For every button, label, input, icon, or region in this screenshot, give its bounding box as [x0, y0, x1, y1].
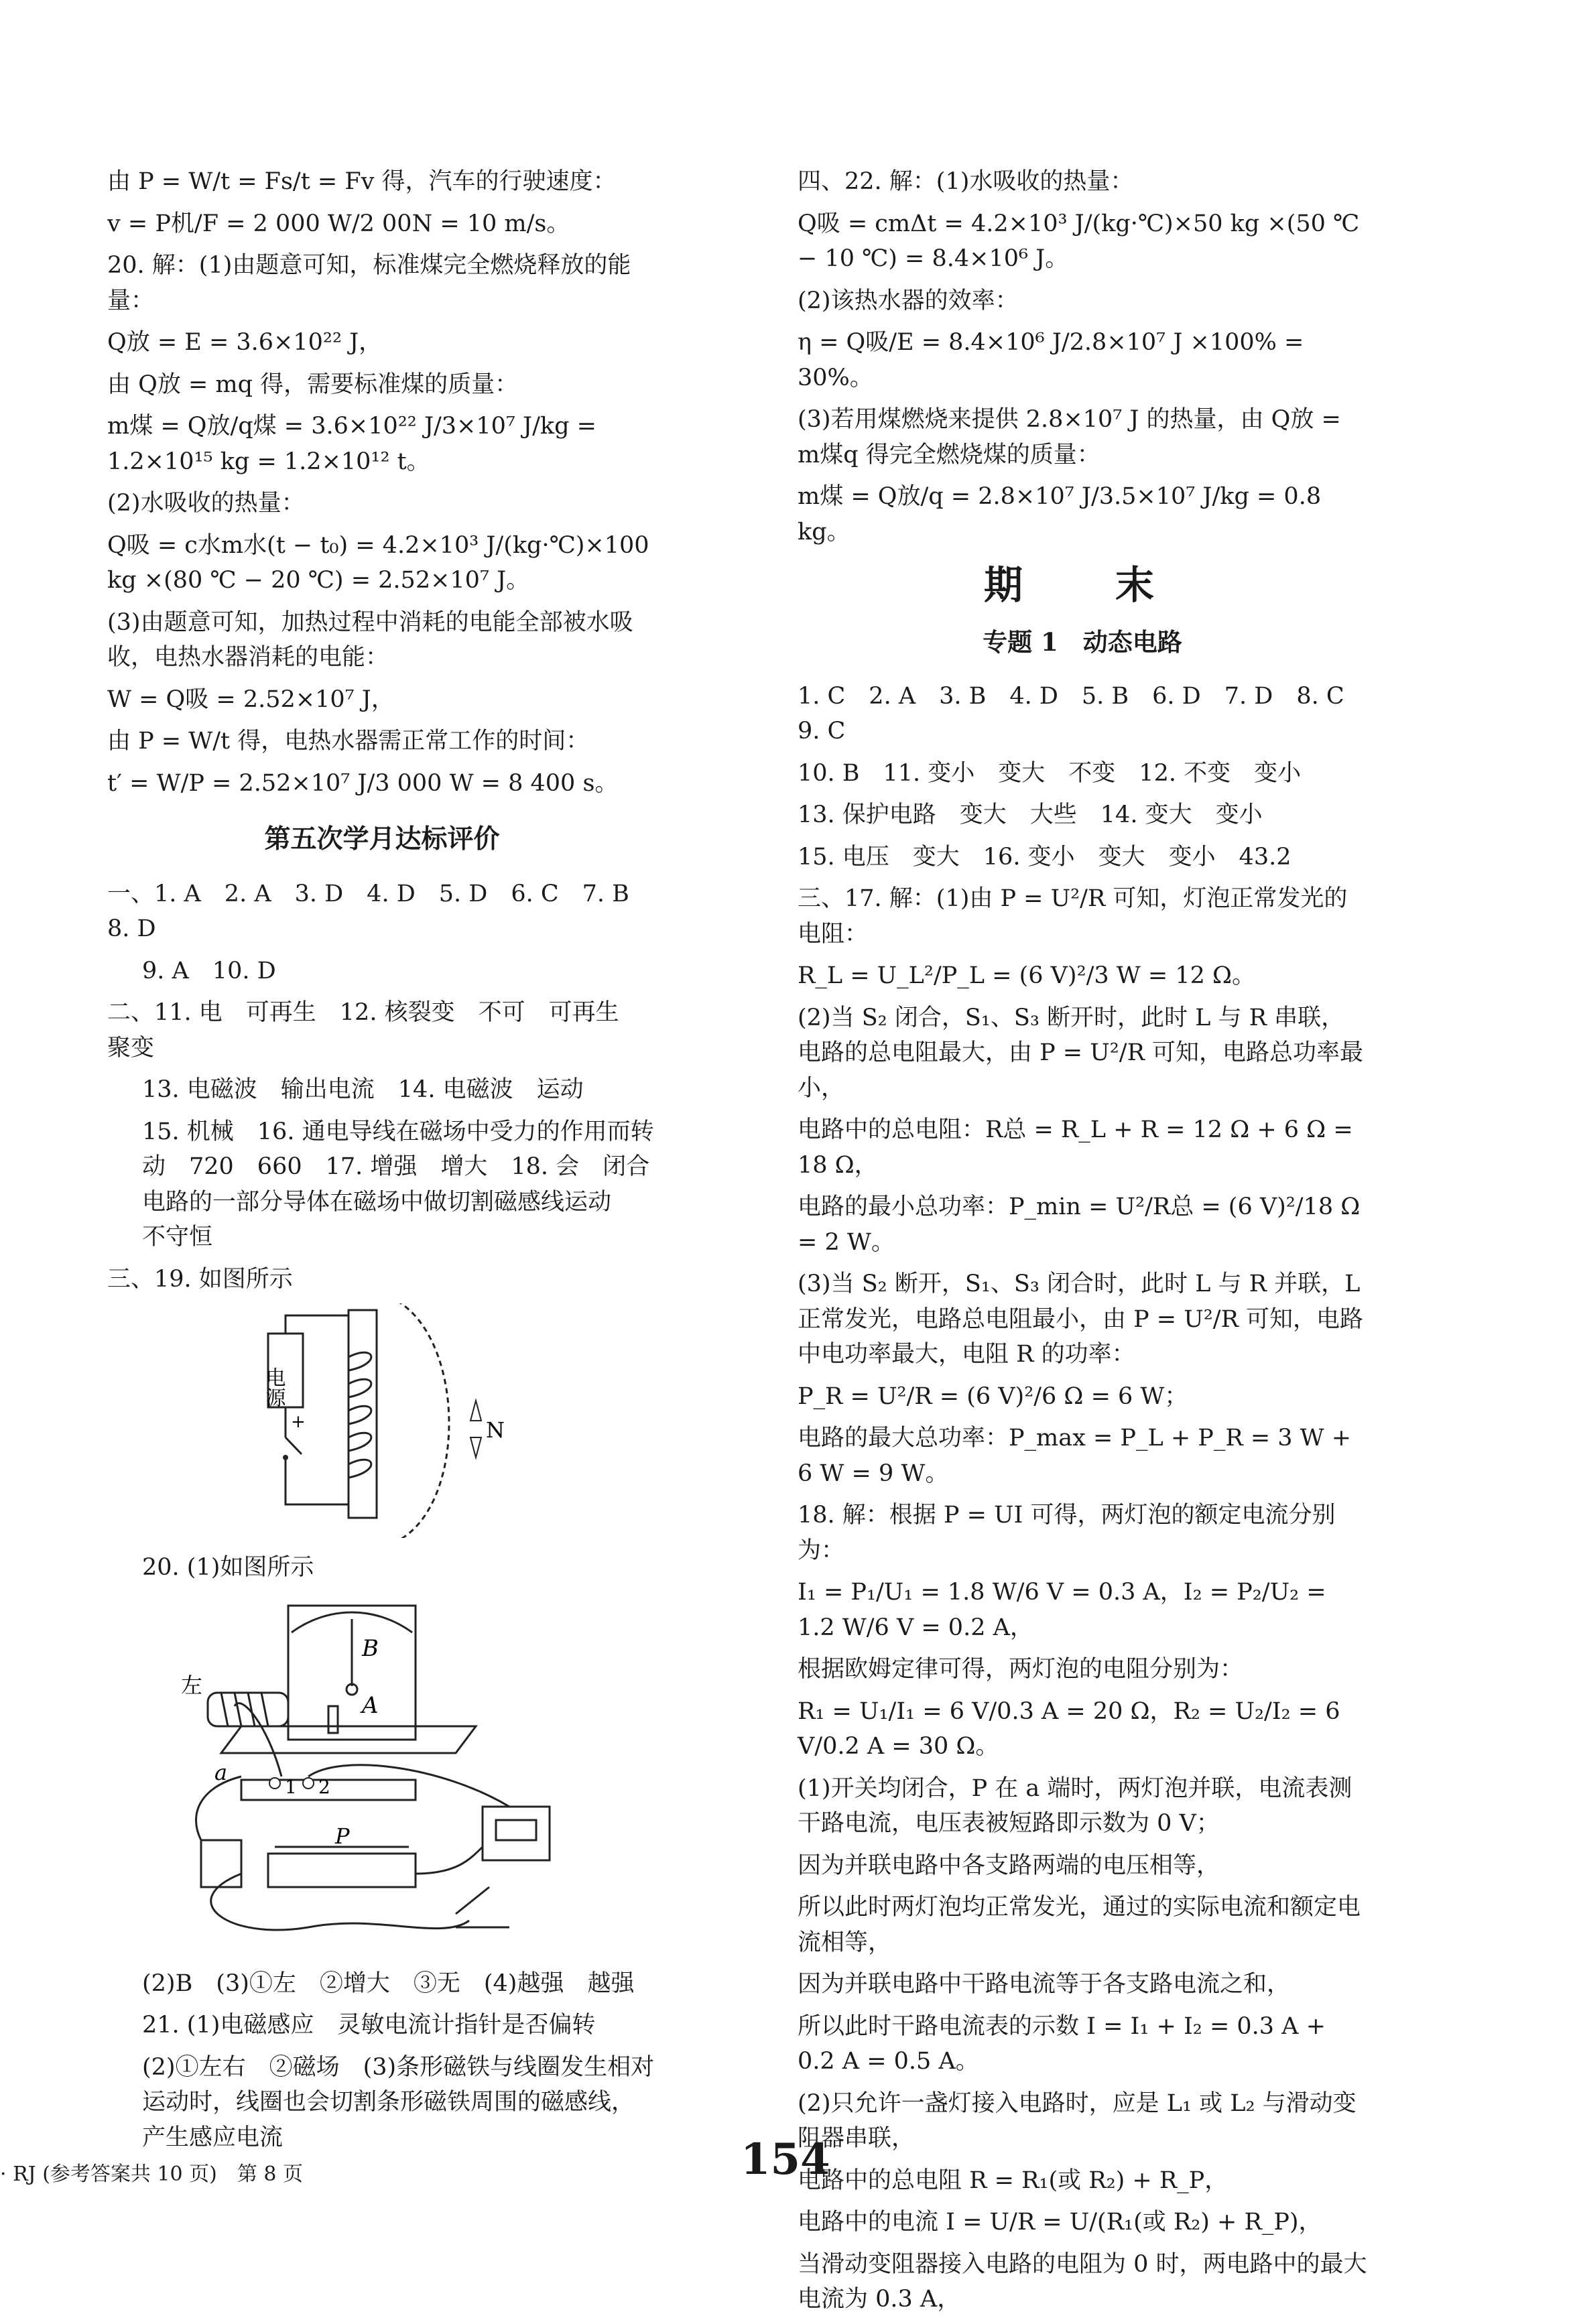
answer-line: (2)①左右 ②磁场 (3)条形磁铁与线圈发生相对运动时，线圈也会切割条形磁铁周围的磁感线，产生感应电流 — [142, 2053, 655, 2151]
final-title: 期 末 — [983, 562, 1181, 608]
answer-line: 9. A 10. D — [142, 957, 276, 984]
label-a-terminal: a — [214, 1759, 228, 1785]
topic-title: 专题 1 动态电路 — [983, 627, 1182, 657]
answer-line: 20. (1)如图所示 — [142, 1554, 314, 1581]
solution-line: 因为并联电路中各支路两端的电压相等， — [798, 1852, 1220, 1879]
section-title: 第五次学月达标评价 — [264, 824, 500, 854]
answer-line: 一、1. A 2. A 3. D 4. D 5. D 6. C 7. B 8. D — [107, 880, 653, 942]
right-column — [798, 164, 1367, 2324]
solution-line: 根据欧姆定律可得，两灯泡的电阻分别为： — [798, 1656, 1244, 1683]
solution-line: 三、17. 解：(1)由 P = U²/R 可知，灯泡正常发光的电阻： — [798, 885, 1348, 948]
text-line: 四、22. 解：(1)水吸收的热量： — [798, 168, 1134, 195]
text-line: Q吸 = c水m水(t − t₀) = 4.2×10³ J/(kg·℃)×100 kg ×(80 ℃ − 20 ℃) = 2.52×10⁷ J。 — [107, 531, 657, 594]
answer-line: 10. B 11. 变小 变大 不变 12. 不变 变小 — [798, 759, 1302, 787]
solution-line: 电路中的总电阻 R = R₁(或 R₂) + R_P， — [798, 2167, 1228, 2194]
solenoid-circuit-figure — [248, 1303, 529, 1538]
solution-line: 电路的最小总功率：P_min = U²/R总 = (6 V)²/18 Ω = 2 W。 — [798, 1193, 1368, 1256]
left-column — [107, 164, 657, 2162]
label-p: P — [335, 1823, 350, 1849]
solution-line: 电路中的总电阻：R总 = R_L + R = 12 Ω + 6 Ω = 18 Ω， — [798, 1116, 1361, 1179]
text-line: η = Q吸/E = 8.4×10⁶ J/2.8×10⁷ J ×100% = 30%。 — [798, 329, 1312, 391]
text-line: W = Q吸 = 2.52×10⁷ J， — [107, 686, 395, 713]
answer-line: 15. 机械 16. 通电导线在磁场中受力的作用而转动 720 660 17. 增强 增大 18. 会 闭合电路的一部分导体在磁场中做切割磁感线运动 不守恒 — [142, 1118, 654, 1250]
label-terminal-2: 2 — [318, 1775, 330, 1798]
solution-line: (2)当 S₂ 闭合，S₁、S₃ 断开时，此时 L 与 R 串联，电路的总电阻最大，由 P = U²/R 可知，电路总功率最小， — [798, 1004, 1364, 1102]
text-line: (2)该热水器的效率： — [798, 287, 1019, 314]
solution-line: 所以此时两灯泡均正常发光，通过的实际电流和额定电流相等， — [798, 1894, 1361, 1956]
solution-line: 因为并联电路中干路电流等于各支路电流之和， — [798, 1971, 1291, 1998]
electromagnet-apparatus-figure — [174, 1592, 657, 1954]
text-line: 由 P = W/t 得，电热水器需正常工作的时间： — [107, 728, 590, 755]
answer-line: 13. 保护电路 变大 大些 14. 变大 变小 — [798, 801, 1263, 828]
label-terminal-1: 1 — [285, 1775, 297, 1798]
solution-line: I₁ = P₁/U₁ = 1.8 W/6 V = 0.3 A，I₂ = P₂/U₂ = 1.2 W/6 V = 0.2 A， — [798, 1579, 1334, 1641]
plus-label: + — [291, 1412, 306, 1432]
solution-line: (2)只允许一盏灯接入电路时，应是 L₁ 或 L₂ 与滑动变阻器串联， — [798, 2089, 1357, 2152]
text-line: v = P机/F = 2 000 W/2 00N = 10 m/s。 — [107, 210, 570, 237]
text-line: Q放 = E = 3.6×10²² J， — [107, 329, 383, 356]
footer-left: · RJ (参考答案共 10 页) 第 8 页 — [0, 2162, 304, 2186]
text-line: Q吸 = cmΔt = 4.2×10³ J/(kg·℃)×50 kg ×(50 ℃ − 10 ℃) = 8.4×10⁶ J。 — [798, 210, 1367, 272]
solution-line: 电路的最大总功率：P_max = P_L + P_R = 3 W + 6 W = 9 W。 — [798, 1425, 1359, 1487]
solution-line: 所以此时干路电流表的示数 I = I₁ + I₂ = 0.3 A + 0.2 A = 0.5 A。 — [798, 2012, 1334, 2075]
text-line: 由 Q放 = mq 得，需要标准煤的质量： — [107, 371, 519, 398]
text-line: 20. 解：(1)由题意可知，标准煤完全燃烧释放的能量： — [107, 252, 631, 314]
solution-line: P_R = U²/R = (6 V)²/6 Ω = 6 W； — [798, 1382, 1188, 1410]
label-b: B — [362, 1634, 379, 1662]
answer-line: 三、19. 如图所示 — [107, 1265, 293, 1293]
solution-line: 当滑动变阻器接入电路的电阻为 0 时，两电路中的最大电流为 0.3 A， — [798, 2250, 1367, 2313]
solution-line: 电路中的电流 I = U/R = U/(R₁(或 R₂) + R_P)， — [798, 2209, 1322, 2236]
text-line: t′ = W/P = 2.52×10⁷ J/3 000 W = 8 400 s。 — [107, 769, 619, 797]
answer-line: 二、11. 电 可再生 12. 核裂变 不可 可再生 聚变 — [107, 999, 643, 1061]
label-left: 左 — [181, 1672, 203, 1698]
solution-line: (3)当 S₂ 断开，S₁、S₃ 闭合时，此时 L 与 R 并联，L 正常发光，电路总电阻最小，由 P = U²/R 可知，电路中电功率最大，电阻 R 的功率： — [798, 1271, 1368, 1368]
text-line: m煤 = Q放/q = 2.8×10⁷ J/3.5×10⁷ J/kg = 0.8 kg。 — [798, 483, 1329, 545]
solution-line: R_L = U_L²/P_L = (6 V)²/3 W = 12 Ω。 — [798, 962, 1256, 989]
answer-line: (2)B (3)①左 ②增大 ③无 (4)越强 越强 — [142, 1970, 635, 1997]
text-line: m煤 = Q放/q煤 = 3.6×10²² J/3×10⁷ J/kg = 1.2×10¹⁵ kg = 1.2×10¹² t。 — [107, 413, 605, 475]
text-line: 由 P = W/t = Fs/t = Fv 得，汽车的行驶速度： — [107, 168, 617, 195]
solution-line: 18. 解：根据 P = UI 可得，两灯泡的额定电流分别为： — [798, 1502, 1336, 1564]
answer-line: 21. (1)电磁感应 灵敏电流计指针是否偏转 — [142, 2012, 596, 2039]
solution-line: (1)开关均闭合，P 在 a 端时，两灯泡并联，电流表测干路电流，电压表被短路即示数为 0 V； — [798, 1774, 1352, 1837]
text-line: (3)由题意可知，加热过程中消耗的电能全部被水吸收，电热水器消耗的电能： — [107, 608, 633, 671]
text-line: (3)若用煤燃烧来提供 2.8×10⁷ J 的热量，由 Q放 = m煤q 得完全燃烧煤的质量： — [798, 406, 1348, 468]
answer-line: 1. C 2. A 3. B 4. D 5. B 6. D 7. D 8. C 9. C — [798, 682, 1368, 745]
pole-n-label: N — [486, 1417, 505, 1443]
answer-line: 15. 电压 变大 16. 变小 变大 变小 43.2 — [798, 843, 1292, 870]
text-line: (2)水吸收的热量： — [107, 490, 305, 517]
label-a: A — [362, 1691, 379, 1719]
power-source-label: 电源 — [261, 1367, 286, 1407]
solution-line: R₁ = U₁/I₁ = 6 V/0.3 A = 20 Ω，R₂ = U₂/I₂ = 6 V/0.2 A = 30 Ω。 — [798, 1697, 1348, 1760]
answer-line: 13. 电磁波 输出电流 14. 电磁波 运动 — [142, 1076, 584, 1103]
page-number: 154 — [741, 2134, 830, 2185]
